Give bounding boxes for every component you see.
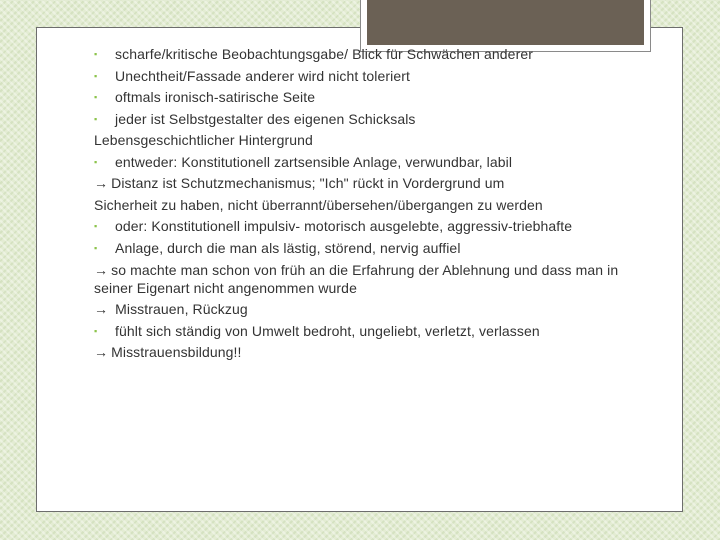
bullet-text: jeder ist Selbstgestalter des eigenen Schicksals bbox=[115, 110, 416, 127]
arrow-line bbox=[94, 299, 654, 321]
section-heading: Lebensgeschichtlicher Hintergrund bbox=[94, 132, 313, 148]
right-arrow-icon: → bbox=[94, 344, 109, 360]
square-bullet-icon: ▪ bbox=[94, 156, 98, 167]
bullet-text: fühlt sich ständig von Umwelt bedroht, ungeliebt, verletzt, verlassen bbox=[115, 322, 540, 339]
bullet-item bbox=[94, 321, 654, 343]
square-bullet-icon: ▪ bbox=[94, 221, 98, 231]
bullet-text: oftmals ironisch-satirische Seite bbox=[115, 89, 316, 105]
continuation-text: Sicherheit zu haben, nicht überrannt/übersehen/übergangen zu werden bbox=[94, 196, 543, 213]
square-bullet-icon: ▪ bbox=[94, 325, 98, 336]
arrow-text: so machte man schon von früh an die Erfahrung der Ablehnung und dass man in seiner Eigenart nicht angenommen wurde bbox=[94, 262, 619, 296]
bullet-item bbox=[94, 238, 654, 260]
right-arrow-icon: → bbox=[94, 262, 109, 278]
square-bullet-icon: ▪ bbox=[94, 242, 98, 253]
bullet-text: Anlage, durch die man als lästig, störend, nervig auffiel bbox=[115, 239, 461, 256]
arrow-text: Misstrauensbildung!! bbox=[111, 344, 242, 360]
square-bullet-icon: ▪ bbox=[94, 70, 98, 81]
bullet-text: entweder: Konstitutionell zartsensible Anlage, verwundbar, labil bbox=[115, 153, 513, 170]
bullet-text: scharfe/kritische Beobachtungsgabe/ Blick für Schwächen anderer bbox=[115, 46, 533, 62]
bullet-text: oder: Konstitutionell impulsiv- motorisch ausgelebte, aggressiv-triebhafte bbox=[115, 218, 573, 234]
right-arrow-icon: → bbox=[94, 175, 109, 191]
bullet-item bbox=[94, 44, 654, 66]
title-tab-fill bbox=[367, 0, 644, 45]
square-bullet-icon: ▪ bbox=[94, 49, 98, 59]
bullet-item bbox=[94, 109, 654, 131]
square-bullet-icon: ▪ bbox=[94, 113, 98, 124]
bullet-text: Unechtheit/Fassade anderer wird nicht toleriert bbox=[115, 67, 410, 84]
bullet-item bbox=[94, 87, 654, 109]
arrow-line bbox=[94, 173, 654, 195]
arrow-text: Distanz ist Schutzmechanismus; "Ich" rückt in Vordergrund um bbox=[111, 175, 505, 191]
bullet-item bbox=[94, 216, 654, 238]
bullet-item bbox=[94, 66, 654, 88]
arrow-line bbox=[94, 259, 654, 299]
slide-body-text bbox=[94, 44, 654, 364]
arrow-text: Misstrauen, Rückzug bbox=[111, 301, 248, 317]
square-bullet-icon: ▪ bbox=[94, 92, 98, 102]
arrow-line bbox=[94, 342, 654, 364]
right-arrow-icon: → bbox=[94, 301, 109, 317]
bullet-item bbox=[94, 152, 654, 174]
